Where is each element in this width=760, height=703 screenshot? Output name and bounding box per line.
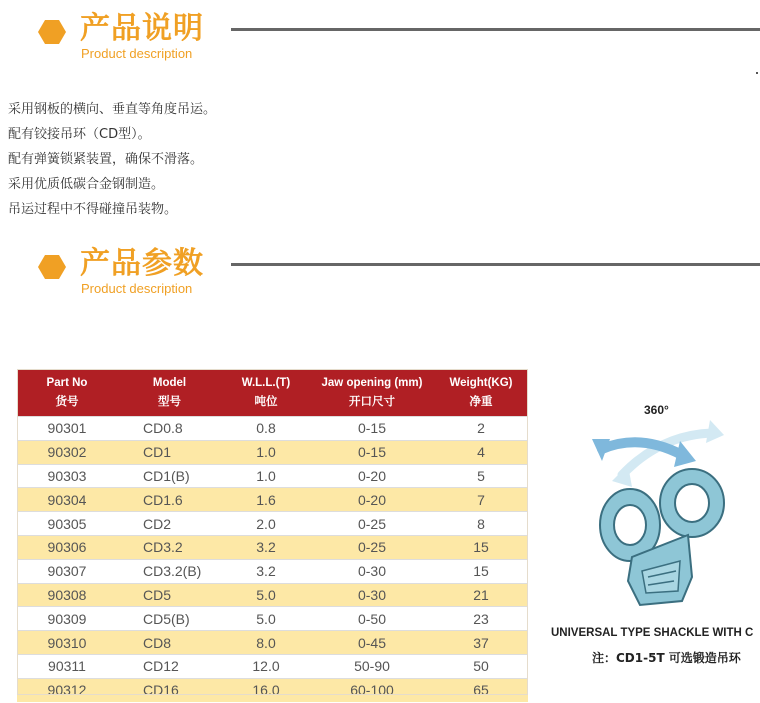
cell-part-no: 90306	[17, 535, 117, 559]
header-wll: W.L.L.(T) 吨位	[222, 369, 310, 417]
cell-part-no: 90305	[17, 512, 117, 536]
section-header-parameters	[0, 245, 760, 305]
cell-model: CD1.6	[117, 488, 222, 512]
cell-jaw-opening: 0-15	[310, 417, 434, 441]
header-part-no: Part No 货号	[17, 369, 117, 417]
cell-wll: 1.6	[222, 488, 310, 512]
section-subtitle: Product description	[81, 46, 193, 61]
cell-wll: 16.0	[222, 678, 310, 701]
cell-wll: 0.8	[222, 417, 310, 441]
cell-model: CD1	[117, 440, 222, 464]
cell-model: CD1(B)	[117, 464, 222, 488]
rotation-label: 360°	[644, 403, 669, 417]
table-row	[17, 607, 528, 631]
cell-model: CD3.2	[117, 535, 222, 559]
description-line: 采用钢板的横向、垂直等角度吊运。	[8, 102, 217, 117]
cell-jaw-opening: 0-45	[310, 631, 434, 655]
cell-jaw-opening: 50-90	[310, 654, 434, 678]
table-row	[17, 417, 528, 441]
cell-model: CD5(B)	[117, 607, 222, 631]
shackle-illustration-icon	[540, 395, 760, 615]
cell-jaw-opening: 0-20	[310, 488, 434, 512]
shackle-figure	[540, 395, 760, 695]
cell-part-no: 90301	[17, 417, 117, 441]
hexagon-icon	[38, 20, 66, 44]
header-jaw-opening: Jaw opening (mm) 开口尺寸	[310, 369, 434, 417]
section-subtitle: Product description	[81, 281, 193, 296]
divider-mark	[756, 72, 758, 74]
header-model: Model 型号	[117, 369, 222, 417]
section-divider	[231, 263, 760, 266]
table-row	[17, 512, 528, 536]
cell-jaw-opening: 60-100	[310, 678, 434, 701]
cell-weight: 65	[434, 678, 528, 701]
header-weight: Weight(KG) 净重	[434, 369, 528, 417]
cell-part-no: 90307	[17, 559, 117, 583]
cell-weight: 8	[434, 512, 528, 536]
cell-wll: 3.2	[222, 559, 310, 583]
cell-weight: 23	[434, 607, 528, 631]
cell-wll: 2.0	[222, 512, 310, 536]
cell-wll: 8.0	[222, 631, 310, 655]
cell-part-no: 90304	[17, 488, 117, 512]
cell-wll: 12.0	[222, 654, 310, 678]
cell-wll: 5.0	[222, 607, 310, 631]
table-row	[17, 464, 528, 488]
cell-jaw-opening: 0-25	[310, 535, 434, 559]
table-row	[17, 583, 528, 607]
cell-part-no: 90312	[17, 678, 117, 701]
table-row	[17, 678, 528, 701]
cell-model: CD5	[117, 583, 222, 607]
cell-model: CD0.8	[117, 417, 222, 441]
table-body	[17, 417, 528, 702]
table-row	[17, 488, 528, 512]
figure-caption-en: UNIVERSAL TYPE SHACKLE WITH C	[551, 627, 754, 639]
table-row	[17, 559, 528, 583]
cell-jaw-opening: 0-30	[310, 559, 434, 583]
cell-jaw-opening: 0-20	[310, 464, 434, 488]
description-list	[8, 97, 408, 222]
table-row	[17, 654, 528, 678]
cell-weight: 37	[434, 631, 528, 655]
cell-wll: 3.2	[222, 535, 310, 559]
description-line: 采用优质低碳合金钢制造。	[8, 177, 165, 192]
section-header-description	[0, 10, 760, 70]
cell-weight: 5	[434, 464, 528, 488]
cell-part-no: 90302	[17, 440, 117, 464]
spec-table-container	[17, 369, 528, 702]
cell-model: CD2	[117, 512, 222, 536]
cell-model: CD16	[117, 678, 222, 701]
cell-part-no: 90303	[17, 464, 117, 488]
description-line: 配有弹簧锁紧装置，确保不滑落。	[8, 152, 204, 167]
cell-part-no: 90310	[17, 631, 117, 655]
cell-weight: 21	[434, 583, 528, 607]
cell-model: CD12	[117, 654, 222, 678]
section-title: 产品说明	[80, 11, 204, 46]
cell-model: CD3.2(B)	[117, 559, 222, 583]
cell-weight: 7	[434, 488, 528, 512]
cell-weight: 2	[434, 417, 528, 441]
cell-part-no: 90311	[17, 654, 117, 678]
cell-weight: 15	[434, 535, 528, 559]
cell-weight: 15	[434, 559, 528, 583]
cell-jaw-opening: 0-50	[310, 607, 434, 631]
table-row	[17, 535, 528, 559]
description-line: 吊运过程中不得碰撞吊装物。	[8, 202, 178, 217]
cell-jaw-opening: 0-25	[310, 512, 434, 536]
cell-wll: 5.0	[222, 583, 310, 607]
cell-part-no: 90309	[17, 607, 117, 631]
section-title: 产品参数	[80, 246, 204, 281]
spec-table	[17, 369, 528, 702]
cell-part-no: 90308	[17, 583, 117, 607]
description-line: 配有铰接吊环（CD型）。	[8, 127, 151, 142]
table-row	[17, 631, 528, 655]
cell-wll: 1.0	[222, 464, 310, 488]
cell-weight: 50	[434, 654, 528, 678]
cell-weight: 4	[434, 440, 528, 464]
table-row	[17, 440, 528, 464]
cell-model: CD8	[117, 631, 222, 655]
cell-jaw-opening: 0-15	[310, 440, 434, 464]
figure-caption-cn: 注：CD1-5T 可选锻造吊环	[592, 651, 741, 665]
section-divider	[231, 28, 760, 31]
cell-jaw-opening: 0-30	[310, 583, 434, 607]
cell-wll: 1.0	[222, 440, 310, 464]
hexagon-icon	[38, 255, 66, 279]
table-header-row	[17, 369, 528, 417]
